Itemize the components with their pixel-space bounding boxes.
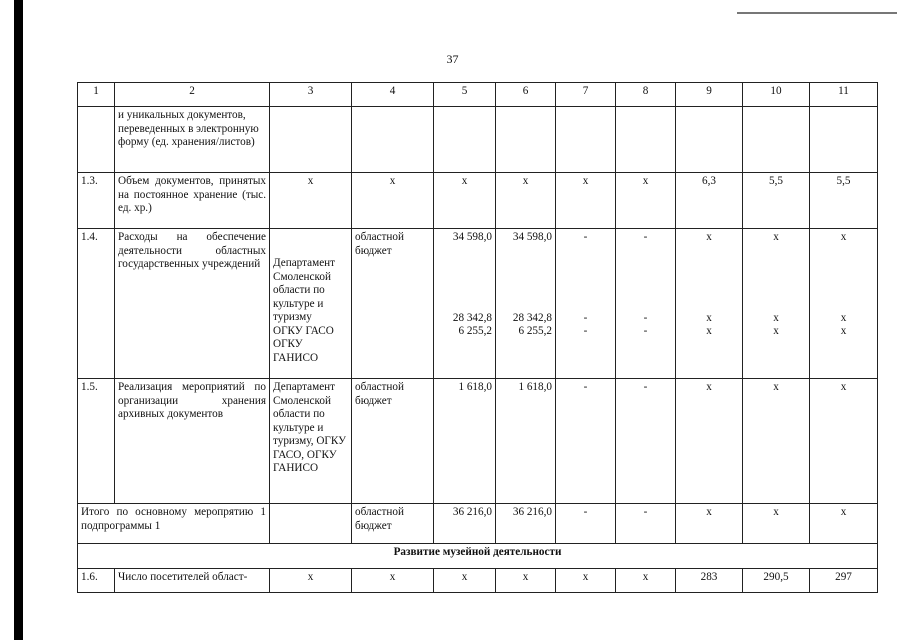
header-cell: 10 — [743, 83, 810, 107]
row-name-cell: Объем документов, принятых на постоянное хранение (тыс. ед. хр.) — [115, 173, 270, 229]
value-cell: - — [616, 504, 676, 544]
section-title: Развитие музейной деятельности — [78, 544, 878, 569]
header-cell: 6 — [496, 83, 556, 107]
value-cell: 5,5 — [743, 173, 810, 229]
row-number-cell: 1.4. — [78, 229, 115, 379]
value-cell: х — [810, 379, 878, 504]
value-cell: - - - — [616, 229, 676, 379]
value-cell: х — [743, 379, 810, 504]
value-cell: - - - — [556, 229, 616, 379]
row-name-cell: Число посетителей област- — [115, 569, 270, 593]
scan-artifact-line — [737, 12, 897, 14]
value-cell: 1 618,0 — [496, 379, 556, 504]
executor-cell: Департамент Смоленской области по культуре и туризму, ОГКУ ГАСО, ОГКУ ГАНИСО — [270, 379, 352, 504]
value-cell: х — [556, 569, 616, 593]
row-name-cell: Расходы на обеспечение деятельности областных государственных учреждений — [115, 229, 270, 379]
value-cell: х — [434, 569, 496, 593]
table-row-1-6 — [78, 569, 878, 593]
header-cell: 8 — [616, 83, 676, 107]
scan-edge-bar — [14, 0, 23, 640]
table-row-1-3 — [78, 173, 878, 229]
header-row — [78, 83, 878, 107]
section-header-row — [78, 544, 878, 569]
value-cell: х — [616, 173, 676, 229]
value-cell: х — [270, 569, 352, 593]
value-cell: 1 618,0 — [434, 379, 496, 504]
header-cell: 1 — [78, 83, 115, 107]
value-cell: 34 598,0 28 342,8 6 255,2 — [496, 229, 556, 379]
value-cell: х х х — [810, 229, 878, 379]
value-cell: х — [743, 504, 810, 544]
row-name-cell: и уникальных документов, переведенных в электронную форму (ед. хранения/листов) — [115, 107, 270, 173]
value-cell: 290,5 — [743, 569, 810, 593]
funding-source-cell: областной бюджет — [352, 379, 434, 504]
header-cell: 4 — [352, 83, 434, 107]
value-cell: х — [496, 569, 556, 593]
table-row-1-5 — [78, 379, 878, 504]
funding-source-cell: областной бюджет — [352, 504, 434, 544]
program-table — [77, 82, 878, 593]
value-cell: х — [352, 173, 434, 229]
row-number-cell: 1.5. — [78, 379, 115, 504]
value-cell: х х х — [743, 229, 810, 379]
page-number: 37 — [446, 52, 459, 66]
table-row-1-4 — [78, 229, 878, 379]
executor-cell — [270, 229, 352, 379]
executor-department: Департамент Смоленской области по культуре и туризму — [273, 257, 336, 323]
value-cell: х х х — [676, 229, 743, 379]
value-cell: - — [616, 379, 676, 504]
value-cell: 36 216,0 — [434, 504, 496, 544]
header-cell: 5 — [434, 83, 496, 107]
row-name-cell: Реализация мероприятий по организации хранения архивных документов — [115, 379, 270, 504]
header-cell: 11 — [810, 83, 878, 107]
funding-source-cell: областной бюджет — [352, 229, 434, 379]
row-number-cell: 1.3. — [78, 173, 115, 229]
header-cell: 3 — [270, 83, 352, 107]
value-cell: - — [556, 379, 616, 504]
value-cell: 5,5 — [810, 173, 878, 229]
value-cell: х — [270, 173, 352, 229]
row-number-cell: 1.6. — [78, 569, 115, 593]
value-cell: х — [352, 569, 434, 593]
value-cell: х — [676, 379, 743, 504]
value-cell: х — [496, 173, 556, 229]
executor-ganiso: ОГКУ ГАНИСО — [273, 338, 319, 364]
value-cell: 34 598,0 28 342,8 6 255,2 — [434, 229, 496, 379]
executor-gaso: ОГКУ ГАСО — [273, 324, 334, 337]
value-cell: - — [556, 504, 616, 544]
total-name-cell: Итого по основному меропрятию 1 подпрограммы 1 — [78, 504, 270, 544]
value-cell: 283 — [676, 569, 743, 593]
table-row-total — [78, 504, 878, 544]
value-cell: 297 — [810, 569, 878, 593]
value-cell: х — [556, 173, 616, 229]
header-cell: 2 — [115, 83, 270, 107]
value-cell: 6,3 — [676, 173, 743, 229]
value-cell: 36 216,0 — [496, 504, 556, 544]
value-cell: х — [676, 504, 743, 544]
value-cell: х — [810, 504, 878, 544]
table-row-continuation — [78, 107, 878, 173]
header-cell: 9 — [676, 83, 743, 107]
value-cell: х — [616, 569, 676, 593]
header-cell: 7 — [556, 83, 616, 107]
value-cell: х — [434, 173, 496, 229]
